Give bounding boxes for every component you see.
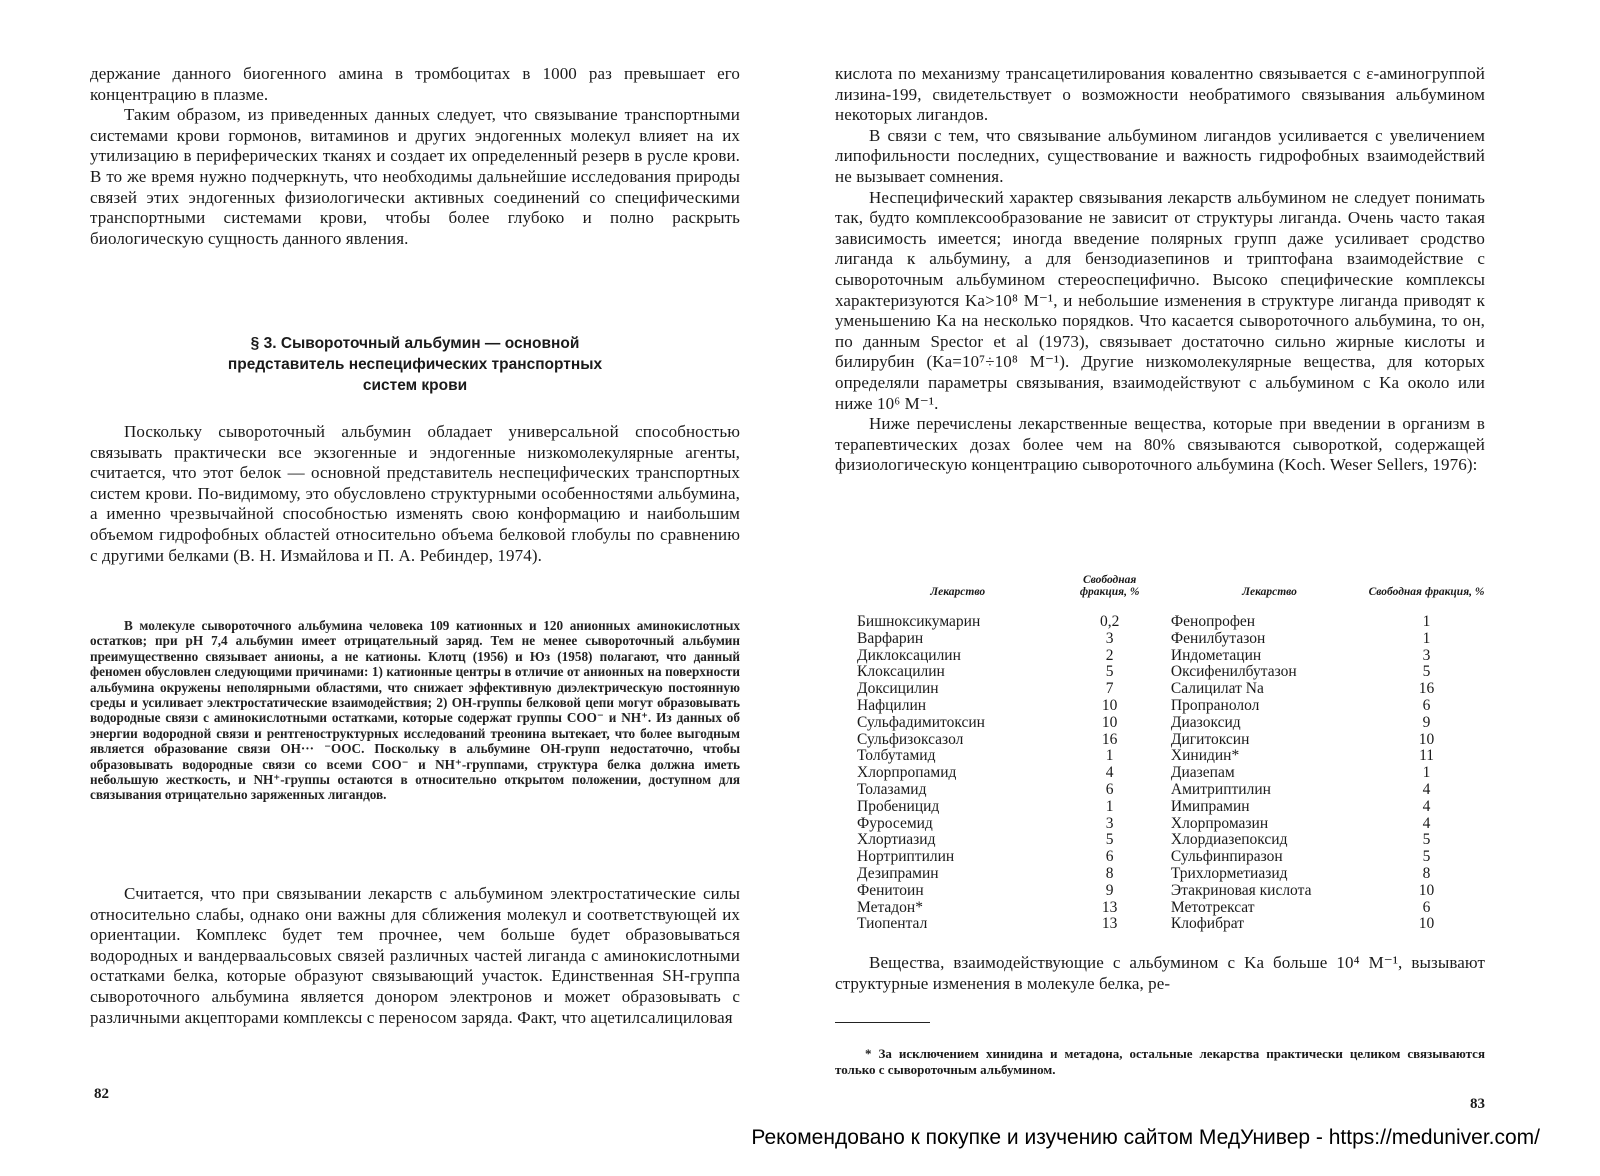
drug-name-cell: Сульфинпиразон: [1170, 848, 1283, 866]
left-bottom-text: [90, 884, 740, 1028]
free-fraction-cell: 4: [1422, 780, 1431, 798]
free-fraction-cell: 1: [1105, 747, 1114, 765]
footnote-divider: [835, 1022, 930, 1023]
table-row: [857, 782, 1485, 799]
drug-name-cell: Фенопрофен: [1170, 613, 1256, 630]
drug-name-cell: Салицилат Na: [1170, 680, 1264, 698]
free-fraction-cell: 8: [1105, 864, 1114, 882]
drug-name-cell: Толбутамид: [857, 747, 936, 765]
paragraph: Поскольку сывороточный альбумин обладает универсальной способностью связывать практически все экзогенные и эндогенные низкомолекулярные агенты, считается, что этот белок — основной представитель неспецифических транспортных систем крови. По-видимому, это обусловлено структурными особенностями альбумина, а именно чрезвычайной способностью изменять свою конформацию и наибольшим объемом гидрофобных областей относительно объема белковой глобулы по сравнению с другими белками (В. Н. Измайлова и П. А. Ребиндер, 1974).: [90, 422, 740, 565]
page-number: 83: [1470, 1096, 1485, 1112]
paragraph: Неспецифический характер связывания лекарств альбумином не следует понимать так, будто комплексообразование не зависит от структуры лиганда. Очень часто такая зависимость имеется; иногда введение полярных групп даже усиливает сродство лиганда к альбумину, а для бензодиазепинов и триптофана взаимодействие с сывороточным альбумином стереоспецифично. Высоко специфические комплексы характеризуются Ka>10⁸ M⁻¹, и небольшие изменения в структуре лиганда приводят к уменьшению Ka на несколько порядков. Что касается сывороточного альбумина, то он, по данным Spector et al (1973), связывает достаточно сильно жирные кислоты и билирубин (Ka=10⁷÷10⁸ M⁻¹). Другие низкомолекулярные вещества, для которых определяли параметры связывания, взаимодействуют с альбумином с Ka около или ниже 10⁶ M⁻¹.: [835, 187, 1485, 413]
drug-name-cell: Этакриновая кислота: [1170, 881, 1312, 899]
free-fraction-cell: 5: [1422, 831, 1431, 849]
drug-name-cell: Фенилбутазон: [1170, 629, 1266, 647]
free-fraction-cell: 3: [1105, 629, 1114, 647]
drug-table: [857, 574, 1485, 933]
column-header: Лекарство: [1242, 586, 1297, 598]
free-fraction-cell: 10: [1418, 730, 1435, 748]
table-row: [857, 681, 1485, 698]
free-fraction-cell: 1: [1422, 629, 1431, 647]
drug-name-cell: Хлорпромазин: [1170, 814, 1269, 832]
table-row: [857, 916, 1485, 933]
table-row: [857, 866, 1485, 883]
drug-name-cell: Тиопентал: [857, 915, 928, 933]
free-fraction-cell: 10: [1418, 881, 1435, 899]
paragraph: Считается, что при связывании лекарств с альбумином электростатические силы относительно слабы, однако они важны для сближения молекул и соответствующей их ориентации. Комплекс будет тем прочнее, чем больше будет образовываться водородных и вандерваальсовых связей различных частей лиганда с аминокислотными остатками белка, которые образуют связывающий участок. Единственная SH-группа сывороточного альбумина является донором электронов и может образовывать с различными акцепторами комплексы с переносом заряда. Факт, что ацетилсалициловая: [90, 884, 740, 1027]
heading-line: систем крови: [362, 377, 468, 394]
table-row: [857, 832, 1485, 849]
table-row: [857, 648, 1485, 665]
free-fraction-cell: 10: [1101, 696, 1118, 714]
drug-name-cell: Сульфадимитоксин: [857, 713, 985, 731]
drug-name-cell: Толазамид: [857, 780, 927, 798]
free-fraction-cell: 4: [1105, 764, 1114, 782]
watermark-text: Рекомендовано к покупке и изучению сайтом МедУнивер - https://meduniver.com/: [751, 1126, 1540, 1149]
drug-name-cell: Хлордиазепоксид: [1170, 831, 1288, 849]
drug-name-cell: Нафцилин: [857, 696, 927, 714]
drug-name-cell: Хлортиазид: [857, 831, 936, 849]
table-row: [857, 698, 1485, 715]
paragraph: В связи с тем, что связывание альбумином лигандов усиливается с увеличением липофильности последних, существование и важность гидрофобных взаимодействий не вызывает сомнения.: [835, 125, 1485, 186]
paragraph: Таким образом, из приведенных данных следует, что связывание транспортными системами крови гормонов, витаминов и других эндогенных молекул влияет на их утилизацию в периферических тканях и создает их определенный резерв в русле крови. В то же время нужно подчеркнуть, что необходимы дальнейшие исследования природы связей этих эндогенных физиологически активных соединений со специфическими транспортными системами крови, чтобы более глубоко и полно раскрыть биологическую сущность данного явления.: [90, 105, 740, 248]
paragraph: держание данного биогенного амина в тромбоцитах в 1000 раз превышает его концентрацию в плазме.: [90, 64, 740, 104]
table-header-row: [857, 574, 1485, 614]
column-header: Свободная фракция, %: [1079, 574, 1140, 598]
drug-name-cell: Диазепам: [1170, 764, 1235, 782]
free-fraction-cell: 6: [1422, 696, 1431, 714]
free-fraction-cell: 4: [1422, 814, 1431, 832]
free-fraction-cell: 9: [1105, 881, 1114, 899]
free-fraction-cell: 1: [1105, 797, 1114, 815]
free-fraction-cell: 5: [1422, 848, 1431, 866]
drug-name-cell: Пробеницид: [857, 797, 940, 815]
drug-name-cell: Диазоксид: [1170, 713, 1241, 731]
paragraph: кислота по механизму трансацетилирования ковалентно связывается с ε-аминогруппой лизина-199, свидетельствует о возможности необратимого связывания альбумином некоторых лигандов.: [835, 64, 1485, 125]
free-fraction-cell: 3: [1422, 646, 1431, 664]
drug-name-cell: Бишноксикумарин: [857, 613, 981, 630]
free-fraction-cell: 3: [1105, 814, 1114, 832]
free-fraction-cell: 16: [1101, 730, 1118, 748]
small-print-paragraph: В молекуле сывороточного альбумина человека 109 катионных и 120 анионных аминокислотных остатков; при рН 7,4 альбумин имеет отрицательный заряд. Тем не менее сывороточный альбумин преимущественно связывает анионы, а не катионы. Клотц (1956) и Юз (1958) полагают, что данный феномен обусловлен следующими причинами: 1) катионные центры в отличие от анионных на поверхности альбумина окружены неполярными областями, что снижает эффективную диэлектрическую постоянную среды и усиливает электростатические взаимодействия; 2) ОН-группы белковой цепи могут образовывать водородные связи с аминокислотными остатками, которые содержат группы COO⁻ и NH⁺. Из данных об энергии водородной связи и рентгеноструктурных исследований треонина вытекает, что более выгодным является образование связи OH··· ⁻OOC. Поскольку в альбумине ОН-групп недостаточно, чтобы образовывать водородные связи со всеми COO⁻ и NH⁺-группами, структура белка должна иметь небольшую жесткость, и NH⁺-группы остаются в относительно открытом положении, доступном для связывания отрицательно заряженных лигандов.: [90, 618, 740, 803]
free-fraction-cell: 13: [1101, 898, 1118, 916]
free-fraction-cell: 1: [1422, 613, 1431, 630]
paragraph: Ниже перечислены лекарственные вещества, которые при введении в организм в терапевтических дозах более чем на 80% связываются сывороткой, содержащей физиологическую концентрацию сывороточного альбумина (Koch. Weser Sellers, 1976):: [835, 414, 1485, 475]
section-heading: [90, 333, 740, 396]
table-row: [857, 883, 1485, 900]
drug-table-wrap: [857, 574, 1485, 933]
drug-name-cell: Метотрексат: [1170, 898, 1255, 916]
heading-line: § 3. Сывороточный альбумин — основной: [250, 335, 580, 352]
column-header: Свободная фракция, %: [1368, 586, 1485, 598]
paragraph: Вещества, взаимодействующие с альбумином с Ka больше 10⁴ M⁻¹, вызывают структурные изменения в молекуле белка, ре-: [835, 953, 1485, 993]
drug-name-cell: Дезипрамин: [857, 864, 939, 882]
free-fraction-cell: 6: [1105, 848, 1114, 866]
left-main-text: [90, 422, 740, 566]
drug-name-cell: Пропранолол: [1170, 696, 1260, 714]
free-fraction-cell: 11: [1419, 747, 1435, 765]
table-row: [857, 614, 1485, 631]
table-row: [857, 799, 1485, 816]
footnote: * За исключением хинидина и метадона, остальные лекарства практически целиком связываются только с сывороточным альбумином.: [835, 1046, 1485, 1077]
drug-name-cell: Нортриптилин: [857, 848, 955, 866]
table-row: [857, 631, 1485, 648]
free-fraction-cell: 5: [1105, 663, 1114, 681]
free-fraction-cell: 6: [1422, 898, 1431, 916]
free-fraction-cell: 0,2: [1099, 613, 1120, 630]
drug-name-cell: Фуросемид: [857, 814, 933, 832]
drug-name-cell: Клофибрат: [1170, 915, 1244, 933]
small-print-note: [90, 618, 740, 803]
right-after-table-text: [835, 953, 1485, 994]
drug-name-cell: Оксифенилбутазон: [1170, 663, 1297, 681]
drug-name-cell: Метадон*: [857, 898, 923, 916]
drug-name-cell: Хлорпропамид: [857, 764, 957, 782]
free-fraction-cell: 10: [1101, 713, 1118, 731]
table-row: [857, 816, 1485, 833]
table-row: [857, 765, 1485, 782]
footnote-block: [835, 1046, 1485, 1078]
table-row: [857, 664, 1485, 681]
left-top-text: [90, 64, 740, 249]
drug-name-cell: Амитриптилин: [1170, 780, 1271, 798]
drug-name-cell: Диклоксацилин: [857, 646, 961, 664]
drug-name-cell: Хинидин*: [1170, 747, 1240, 765]
table-body: [857, 614, 1485, 933]
free-fraction-cell: 5: [1105, 831, 1114, 849]
drug-name-cell: Сульфизоксазол: [857, 730, 964, 748]
free-fraction-cell: 10: [1418, 915, 1435, 933]
drug-name-cell: Индометацин: [1170, 646, 1262, 664]
right-top-text: [835, 64, 1485, 476]
drug-name-cell: Дигитоксин: [1170, 730, 1250, 748]
drug-name-cell: Трихлорметиазид: [1170, 864, 1288, 882]
page-number: 82: [94, 1086, 109, 1102]
heading-line: представитель неспецифических транспортных: [227, 356, 603, 373]
free-fraction-cell: 8: [1422, 864, 1431, 882]
table-row: [857, 900, 1485, 917]
free-fraction-cell: 1: [1422, 764, 1431, 782]
table-row: [857, 849, 1485, 866]
free-fraction-cell: 7: [1105, 680, 1114, 698]
drug-name-cell: Фенитоин: [857, 881, 924, 899]
table-row: [857, 732, 1485, 749]
free-fraction-cell: 2: [1105, 646, 1114, 664]
column-header: Лекарство: [930, 586, 986, 598]
drug-name-cell: Варфарин: [857, 629, 924, 647]
drug-name-cell: Имипрамин: [1170, 797, 1250, 815]
table-row: [857, 715, 1485, 732]
free-fraction-cell: 6: [1105, 780, 1114, 798]
drug-name-cell: Клоксацилин: [857, 663, 945, 681]
free-fraction-cell: 4: [1422, 797, 1431, 815]
free-fraction-cell: 13: [1101, 915, 1118, 933]
free-fraction-cell: 5: [1422, 663, 1431, 681]
drug-name-cell: Доксицилин: [857, 680, 939, 698]
free-fraction-cell: 9: [1422, 713, 1431, 731]
table-row: [857, 748, 1485, 765]
free-fraction-cell: 16: [1418, 680, 1435, 698]
